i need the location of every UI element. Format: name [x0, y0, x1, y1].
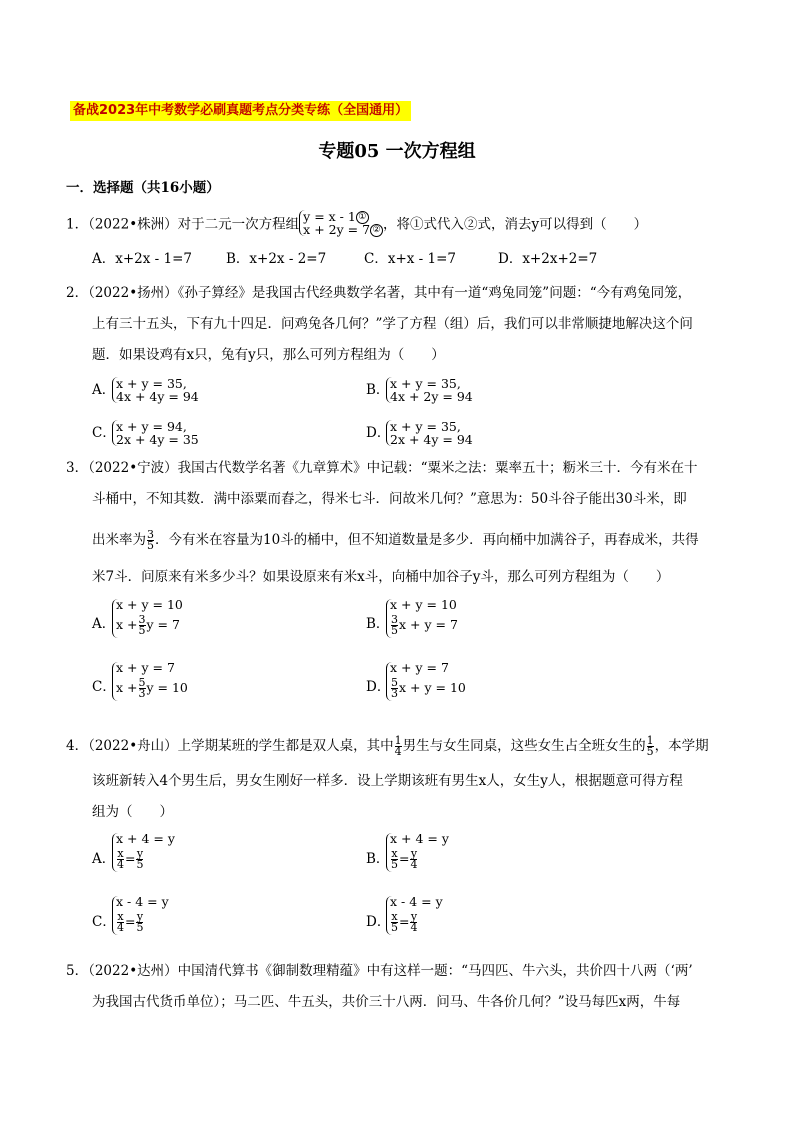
q4-option-b-system: x + 4 = y $\frac{x}{5}$ = $\frac{y}{4}$ — [386, 833, 449, 872]
q3-option-b-system: x + y = 10 $\frac{3}{5}$ x + y = 7 — [386, 599, 458, 638]
q4-line-2: 该班新转入4个男生后，男女生刚好一样多．设上学期该班有男生x人，女生y人，根据题意可得方程 — [92, 773, 683, 789]
q1-option-d[interactable]: D．x+2x+2=7 — [498, 251, 598, 267]
q1-text-before: 1．（2022•株洲）对于二元一次方程组 — [66, 216, 300, 233]
section-heading: 一．选择题（共16小题） — [66, 180, 220, 196]
q3-line-3: 出米率为 $\frac{3}{5}$ ．今有米在容量为10斗的桶中，但不知道数量是多少．再向桶中加满谷子，再舂成米，共得 — [92, 528, 699, 552]
q4-option-a-system: x + 4 = y $\frac{x}{4}$ = $\frac{y}{5}$ — [112, 833, 175, 872]
q5-line-2: 为我国古代货币单位）；马二匹、牛五头，共价三十八两．问马、牛各价几何？”设马每匹x两，牛每 — [92, 994, 681, 1010]
q4-line-3: 组为（ ） — [92, 804, 173, 820]
header-banner: 备战2023年中考数学必刷真题考点分类专练（全国通用） — [70, 101, 411, 121]
q4-option-d[interactable]: D． — [366, 914, 391, 930]
q3-line-1: 3．（2022•宁波）我国古代数学名著《九章算术》中记载：“粟米之法：粟率五十；粝米三十．今有米在十 — [66, 460, 698, 476]
q1-text-after: ，将①式代入②式，消去y可以得到（ ） — [383, 216, 648, 233]
q2-line-2: 上有三十五头，下有九十四足．问鸡兔各几何？”学了方程（组）后，我们可以非常顺捷地解决这个问 — [92, 316, 693, 332]
q2-option-d[interactable]: D． — [366, 425, 391, 441]
q3-line-2: 斗桶中，不知其数．满中添粟而舂之，得米七斗．问故米几何？”意思为：50斗谷子能出30斗米，即 — [92, 491, 687, 507]
q3-option-c[interactable]: C． — [92, 679, 116, 695]
q3-option-d[interactable]: D． — [366, 679, 391, 695]
q2-option-a-system: x + y = 35, 4x + 4y = 94 — [112, 377, 199, 403]
q4-line-1: 4．（2022•舟山）上学期某班的学生都是双人桌，其中 $\frac{1}{4}$ 男生与女生同桌，这些女生占全班女生的 $\frac{1}{5}$ ，本学期 — [66, 734, 709, 758]
q1-equation-system: y = x - 1 ① x + 2y = 7 ② — [299, 210, 383, 236]
q1-option-c[interactable]: C．x+x - 1=7 — [364, 251, 457, 267]
q4-option-d-system: x - 4 = y $\frac{x}{5}$ = $\frac{y}{4}$ — [386, 896, 443, 935]
q1-option-a[interactable]: A．x+2x - 1=7 — [92, 251, 193, 267]
q2-option-d-system: x + y = 35, 2x + 4y = 94 — [386, 420, 473, 446]
q2-option-c-system: x + y = 94, 2x + 4y = 35 — [112, 420, 199, 446]
q3-option-b[interactable]: B． — [366, 616, 390, 632]
q2-option-a[interactable]: A． — [92, 382, 116, 398]
q3-line-4: 米7斗．问原来有米多少斗？如果设原来有米x斗，向桶中加谷子y斗，那么可列方程组为（ ） — [92, 569, 670, 585]
q5-line-1: 5．（2022•达州）中国清代算书《御制数理精蕴》中有这样一题：“马四匹、牛六头，共价四十八两（‘两’ — [66, 963, 693, 979]
q2-option-b-system: x + y = 35, 4x + 2y = 94 — [386, 377, 473, 403]
page-title: 专题05 一次方程组 — [318, 141, 476, 162]
q3-fraction: $\frac{3}{5}$ — [147, 528, 154, 552]
question-1 — [66, 209, 648, 238]
q2-line-3: 题．如果设鸡有x只，兔有y只，那么可列方程组为（ ） — [92, 347, 445, 363]
q4-option-a[interactable]: A． — [92, 851, 116, 867]
q3-option-d-system: x + y = 7 $\frac{5}{3}$ x + y = 10 — [386, 662, 466, 701]
q3-option-a-system: x + y = 10 x + $\frac{3}{5}$ y = 7 — [112, 599, 183, 638]
q2-option-b[interactable]: B． — [366, 382, 390, 398]
q4-option-b[interactable]: B． — [366, 851, 390, 867]
q2-line-1: 2．（2022•扬州）《孙子算经》是我国古代经典数学名著，其中有一道“鸡兔同笼”问题：“今有鸡兔同笼， — [66, 285, 692, 301]
q3-option-a[interactable]: A． — [92, 616, 116, 632]
q2-option-c[interactable]: C． — [92, 425, 116, 441]
q4-fraction-2: $\frac{1}{5}$ — [646, 734, 654, 758]
q4-option-c-system: x - 4 = y $\frac{x}{4}$ = $\frac{y}{5}$ — [112, 896, 169, 935]
q4-option-c[interactable]: C． — [92, 914, 116, 930]
q3-option-c-system: x + y = 7 x + $\frac{5}{3}$ y = 10 — [112, 662, 188, 701]
q1-option-b[interactable]: B．x+2x - 2=7 — [226, 251, 327, 267]
q4-fraction-1: $\frac{1}{4}$ — [394, 734, 402, 758]
